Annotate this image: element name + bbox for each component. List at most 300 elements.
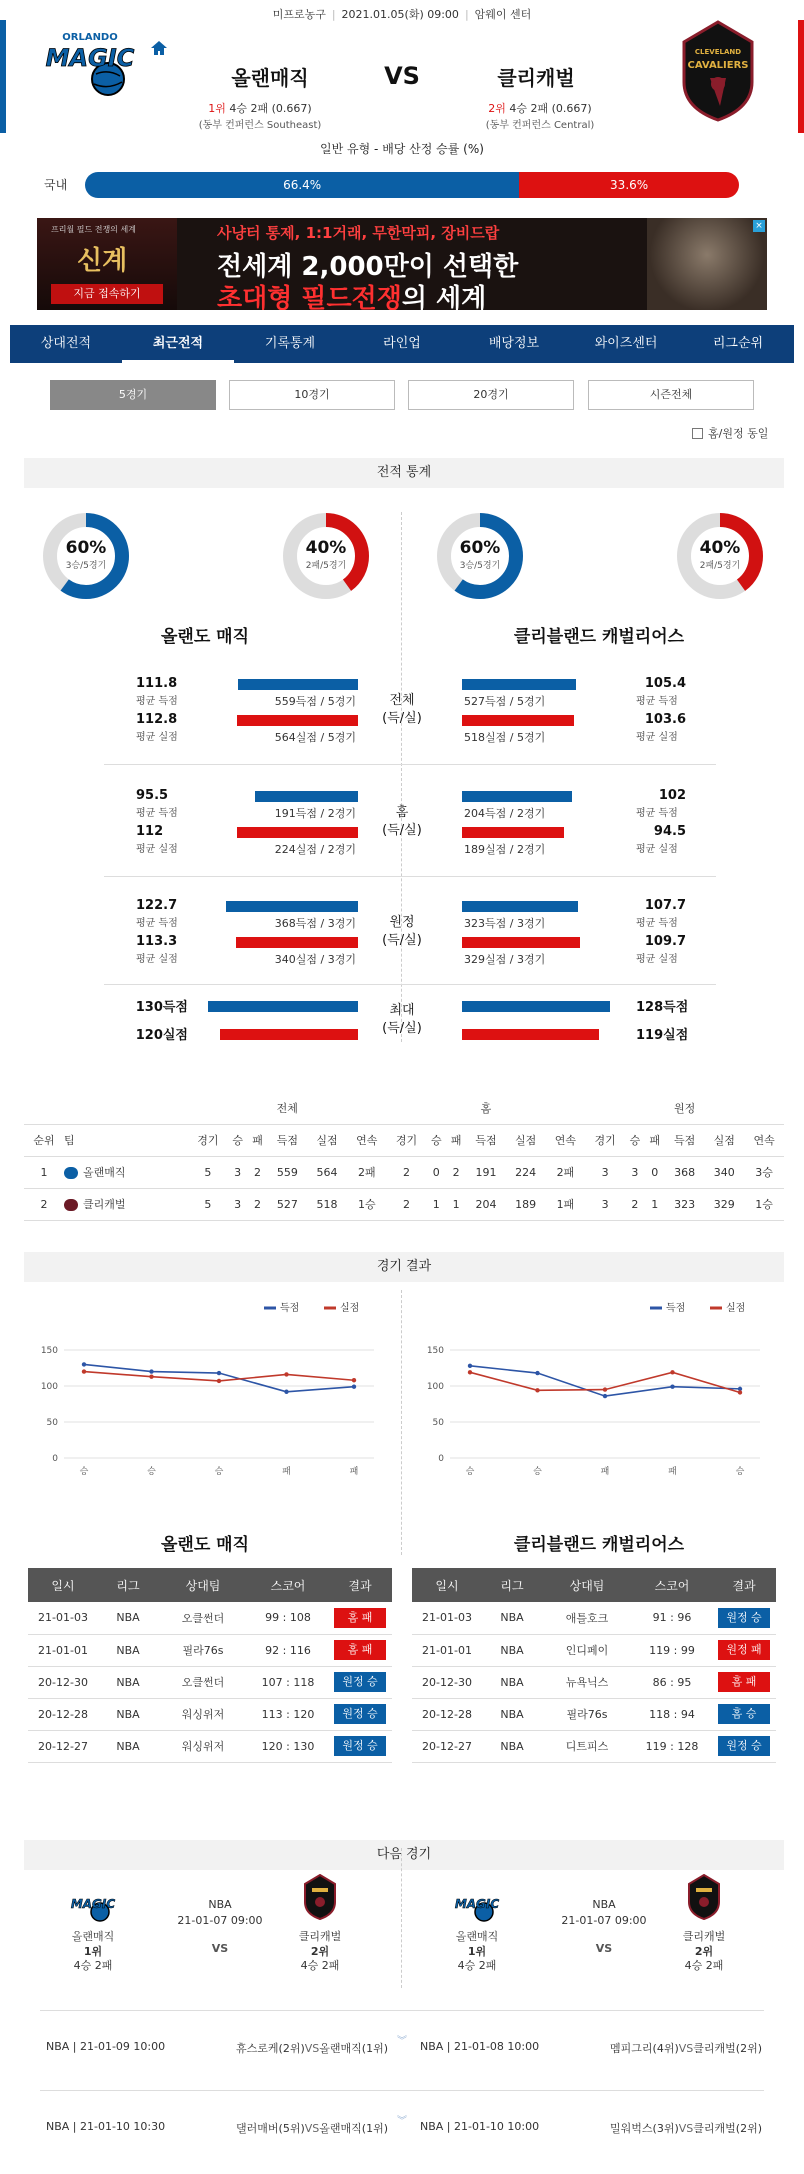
max-label-2: (득/실) — [382, 1021, 422, 1036]
std-blank-2 — [64, 1092, 188, 1124]
group-away-loss-text: 189실점 / 2경기 — [464, 843, 546, 856]
result-score: 120 : 130 — [248, 1730, 328, 1762]
result-opponent[interactable]: 필라76s — [158, 1634, 248, 1666]
svg-text:MAGIC: MAGIC — [70, 1897, 116, 1911]
group-away-loss: 103.6 — [644, 712, 686, 727]
result-opponent[interactable]: 필라76s — [542, 1698, 632, 1730]
chart-ytick: 50 — [46, 1418, 58, 1428]
result-date: 20-12-30 — [28, 1666, 98, 1698]
nav-lineup[interactable]: 라인업 — [383, 336, 421, 351]
result-score: 118 : 94 — [632, 1698, 712, 1730]
group-label-2: (득/실) — [382, 933, 422, 948]
result-badge: 원정 승 — [334, 1672, 386, 1692]
group-label-1: 원정 — [389, 915, 415, 930]
next-row-left-home: 댈러매버(5위) — [236, 2122, 305, 2135]
max-away-loss: 119실점 — [636, 1028, 689, 1043]
nav-odds[interactable]: 배당정보 — [488, 336, 540, 351]
result-score: 86 : 95 — [632, 1666, 712, 1698]
next-home-name[interactable]: 올랜매직 — [71, 1930, 115, 1943]
stats-sep-2 — [104, 876, 716, 877]
results-divider — [401, 1290, 402, 1555]
std-group-all: 전체 — [188, 1092, 387, 1124]
ad-character-image — [647, 218, 767, 310]
home-results-table — [28, 1568, 392, 1763]
cavaliers-logo — [680, 20, 756, 122]
magic-logo — [36, 24, 144, 104]
group-home-loss: 112 — [136, 824, 164, 839]
group-away-score-label: 평균 득점 — [636, 696, 678, 707]
group-home-loss: 112.8 — [136, 712, 178, 727]
magic-logo-small — [450, 1888, 504, 1924]
betting-label: 국내 — [44, 178, 68, 192]
result-score: 119 : 99 — [632, 1634, 712, 1666]
match-info-bar: 미프로농구 | 2021.01.05(화) 09:00 | 암웨이 센터 — [272, 8, 532, 21]
betting-title: 일반 유형 - 배당 산정 승률 (%) — [320, 142, 484, 156]
group-home-score: 122.7 — [136, 898, 178, 913]
group-away-loss-label: 평균 실점 — [636, 844, 678, 855]
result-cell — [712, 1634, 776, 1666]
away-conference: (동부 컨퍼런스 Central) — [485, 120, 595, 131]
std-cell: 3 — [228, 1188, 248, 1220]
max-away-score-bar — [462, 1001, 610, 1012]
nav-recent[interactable]: 최근전적 — [122, 325, 234, 363]
league-label: 미프로농구 — [272, 8, 326, 21]
chart-xtick: 승 — [735, 1467, 745, 1477]
home-record — [160, 100, 360, 116]
stats-section-title: 전적 통계 — [24, 458, 784, 488]
group-away-score-text: 527득점 / 5경기 — [464, 695, 546, 708]
std-col-h: 득점 — [665, 1124, 705, 1156]
max-away-score: 128득점 — [636, 1000, 689, 1015]
result-league: NBA — [98, 1634, 158, 1666]
next-away-rank: 2위 — [694, 1945, 714, 1958]
chart-point — [603, 1394, 607, 1398]
std-col-h: 패 — [645, 1124, 665, 1156]
std-cell: 2패 — [546, 1156, 586, 1188]
tab-20-games[interactable]: 20경기 — [408, 380, 574, 410]
cavaliers-logo-small — [304, 1874, 336, 1920]
nav-head-to-head[interactable]: 상대전적 — [40, 336, 92, 351]
result-badge: 홈 승 — [718, 1704, 770, 1724]
group-away-loss-label: 평균 실점 — [636, 954, 678, 965]
next-home-record: 4승 2패 — [457, 1959, 497, 1972]
result-badge: 원정 승 — [718, 1736, 770, 1756]
home-color-edge — [0, 20, 6, 133]
result-badge: 원정 승 — [334, 1736, 386, 1756]
result-opponent[interactable]: 애틀호크 — [542, 1602, 632, 1634]
ad-cta-button[interactable]: 지금 접속하기 — [51, 284, 163, 304]
group-label-2: (득/실) — [382, 823, 422, 838]
std-cell: 2 — [387, 1156, 427, 1188]
std-rank: 1 — [24, 1156, 64, 1188]
max-label — [372, 1002, 432, 1038]
home-results-chart — [24, 1290, 404, 1510]
next-away-record: 4승 2패 — [684, 1959, 724, 1972]
next-datetime: 21-01-07 09:00 — [561, 1914, 647, 1927]
away-loss-donut-label — [676, 538, 764, 571]
std-cell: 1 — [446, 1188, 466, 1220]
std-col-h: 실점 — [704, 1124, 744, 1156]
group-away-loss: 94.5 — [653, 824, 686, 839]
std-col-h: 득점 — [466, 1124, 506, 1156]
ad-line1: 사냥터 통제, 1:1거래, 무한막피, 장비드랍 — [217, 224, 500, 242]
group-home-score: 111.8 — [136, 676, 178, 691]
result-opponent[interactable]: 워싱위저 — [158, 1698, 248, 1730]
group-home-score-bar — [238, 679, 358, 690]
next-row-right-home: 밀워벅스(3위) — [610, 2122, 679, 2135]
result-date: 21-01-03 — [28, 1602, 98, 1634]
table-row — [412, 1698, 776, 1730]
next-datetime: 21-01-07 09:00 — [177, 1914, 263, 1927]
chart-ytick: 0 — [438, 1454, 444, 1464]
next-league: NBA — [592, 1898, 616, 1911]
cavs-logo-main: CAVALIERS — [687, 60, 749, 71]
result-opponent[interactable]: 오클썬더 — [158, 1602, 248, 1634]
group-home-score-text: 191득점 / 2경기 — [274, 807, 356, 820]
result-date: 20-12-27 — [412, 1730, 482, 1762]
nav-wise-center[interactable]: 와이즈센터 — [594, 336, 658, 351]
chart-point — [149, 1369, 153, 1373]
home-win-donut-label — [42, 538, 130, 571]
result-badge: 홈 패 — [334, 1640, 386, 1660]
next-row-right-vs: VS — [678, 2042, 694, 2055]
home-win-sub: 3승/5경기 — [65, 561, 107, 571]
chart-xtick: 승 — [79, 1467, 89, 1477]
chevron-down-icon[interactable]: ︾ — [397, 2116, 407, 2127]
chart-point — [217, 1371, 221, 1375]
next-away-record: 4승 2패 — [300, 1959, 340, 1972]
ad-close-icon[interactable]: × — [753, 220, 765, 232]
std-col-h: 경기 — [585, 1124, 625, 1156]
group-home-score-text: 559득점 / 5경기 — [274, 695, 356, 708]
next-sep-2 — [40, 2090, 764, 2091]
away-color-edge — [798, 20, 804, 133]
group-away-loss: 109.7 — [644, 934, 686, 949]
group-home-score-bar — [255, 791, 358, 802]
results-home-name: 올랜도 매직 — [160, 1535, 250, 1555]
std-col-h: 실점 — [506, 1124, 546, 1156]
std-cell: 329 — [704, 1188, 744, 1220]
chart-ytick: 0 — [52, 1454, 58, 1464]
chart-point — [468, 1364, 472, 1368]
result-opponent[interactable]: 인디페이 — [542, 1634, 632, 1666]
results-col-h: 상대팀 — [158, 1568, 248, 1602]
next-row-right-away: 클리캐벌(2위) — [693, 2122, 762, 2135]
result-league: NBA — [98, 1730, 158, 1762]
next-league: NBA — [208, 1898, 232, 1911]
std-cell: 191 — [466, 1156, 506, 1188]
group-home-score-bar — [226, 901, 358, 912]
std-cell: 1승 — [347, 1188, 387, 1220]
table-row — [28, 1698, 392, 1730]
results-col-h: 리그 — [98, 1568, 158, 1602]
result-badge: 원정 승 — [718, 1608, 770, 1628]
next-home-record: 4승 2패 — [73, 1959, 113, 1972]
next-vs: VS — [211, 1942, 229, 1955]
std-col-h: 경기 — [188, 1124, 228, 1156]
group-home-score-text: 368득점 / 3경기 — [274, 917, 356, 930]
result-score: 119 : 128 — [632, 1730, 712, 1762]
std-cell: 5 — [188, 1188, 228, 1220]
group-home-loss-label: 평균 실점 — [136, 844, 178, 855]
chart-xtick: 승 — [147, 1467, 156, 1477]
section-nav — [10, 325, 794, 363]
table-row — [28, 1666, 392, 1698]
group-home-loss-text: 564실점 / 5경기 — [274, 731, 356, 744]
group-away-score: 105.4 — [644, 676, 686, 691]
ad-line3-rest: 의 세계 — [401, 284, 487, 310]
next-row-left-info: NBA | 21-01-10 10:30 — [46, 2120, 166, 2133]
next-row-left-match[interactable] — [198, 2040, 388, 2056]
std-col-h: 패 — [248, 1124, 268, 1156]
results-col-h: 상대팀 — [542, 1568, 632, 1602]
group-away-loss-bar — [462, 937, 580, 948]
away-win-pct: 60% — [459, 538, 501, 558]
results-header-row — [412, 1568, 776, 1602]
result-score: 107 : 118 — [248, 1666, 328, 1698]
group-home-score-label: 평균 득점 — [136, 918, 178, 929]
chart-xtick: 승 — [214, 1467, 224, 1477]
home-team-name[interactable]: 올랜매직 — [231, 66, 309, 90]
result-league: NBA — [482, 1698, 542, 1730]
std-cell: 189 — [506, 1188, 546, 1220]
results-section-title: 경기 결과 — [24, 1252, 784, 1282]
stats-away-name: 클리블랜드 캐벌리어스 — [513, 627, 685, 647]
std-cell: 564 — [307, 1156, 347, 1188]
group-away-loss-bar — [462, 715, 574, 726]
max-home-loss: 120실점 — [135, 1028, 188, 1043]
chart-point — [535, 1388, 539, 1392]
result-cell — [328, 1698, 392, 1730]
group-home-loss-label: 평균 실점 — [136, 732, 178, 743]
next-row-right-home: 멤피그리(4위) — [610, 2042, 679, 2055]
tab-season[interactable]: 시즌전체 — [588, 380, 754, 410]
ad-line3-highlight: 초대형 필드전쟁 — [217, 284, 402, 310]
next-away-name[interactable]: 클리캐벌 — [682, 1930, 726, 1943]
next-row-left-away: 올랜매직(1위) — [319, 2122, 388, 2135]
group-label-1: 홈 — [395, 805, 409, 820]
group-home-loss-label: 평균 실점 — [136, 954, 178, 965]
betting-bar — [85, 172, 739, 198]
match-datetime: 2021.01.05(화) 09:00 — [341, 8, 459, 21]
table-row — [28, 1730, 392, 1762]
away-record — [440, 100, 640, 116]
standings-table — [24, 1092, 784, 1221]
cavs-logo-top: CLEVELAND — [694, 48, 742, 56]
betting-away-share: 33.6% — [519, 172, 739, 198]
std-team[interactable] — [64, 1156, 188, 1188]
std-col-h: 승 — [426, 1124, 446, 1156]
next-sep-1 — [40, 2010, 764, 2011]
group-home-score: 95.5 — [136, 788, 169, 803]
stats-sep-3 — [104, 984, 716, 985]
result-league: NBA — [482, 1634, 542, 1666]
results-col-h: 리그 — [482, 1568, 542, 1602]
away-win-sub: 3승/5경기 — [459, 561, 501, 571]
result-league: NBA — [482, 1666, 542, 1698]
max-home-loss-bar — [220, 1029, 358, 1040]
result-badge: 원정 패 — [718, 1640, 770, 1660]
results-away-name: 클리블랜드 캐벌리어스 — [513, 1535, 685, 1555]
next-row-left-vs: VS — [304, 2122, 320, 2135]
next-row-left-vs: VS — [304, 2042, 320, 2055]
next-row-left-away: 올랜매직(1위) — [319, 2042, 388, 2055]
result-date: 21-01-03 — [412, 1602, 482, 1634]
result-score: 113 : 120 — [248, 1698, 328, 1730]
betting-home-share: 66.4% — [85, 172, 519, 198]
chart-point — [603, 1387, 607, 1391]
std-cell: 518 — [307, 1188, 347, 1220]
std-cell: 527 — [267, 1188, 307, 1220]
home-away-label: 홈/원정 동일 — [708, 427, 769, 440]
results-col-h: 스코어 — [632, 1568, 712, 1602]
group-label — [372, 692, 432, 728]
magic-logo-small — [66, 1888, 120, 1924]
table-row — [412, 1602, 776, 1634]
chart-point — [82, 1362, 86, 1366]
group-away-loss-text: 518실점 / 5경기 — [464, 731, 546, 744]
max-away-loss-bar — [462, 1029, 599, 1040]
nav-standings[interactable]: 리그순위 — [712, 336, 764, 351]
chart-legend-label: 득점 — [280, 1303, 300, 1314]
away-results-table — [412, 1568, 776, 1763]
group-away-score-bar — [462, 679, 576, 690]
result-cell — [712, 1602, 776, 1634]
std-cell: 2패 — [347, 1156, 387, 1188]
group-away-score-bar — [462, 791, 572, 802]
result-opponent[interactable]: 워싱위저 — [158, 1730, 248, 1762]
results-col-h: 결과 — [712, 1568, 776, 1602]
std-cell: 2 — [446, 1156, 466, 1188]
std-col-h: 연속 — [744, 1124, 784, 1156]
chart-xtick: 패 — [349, 1467, 359, 1477]
std-cell: 224 — [506, 1156, 546, 1188]
stats-divider — [401, 512, 402, 1042]
std-cell: 3 — [585, 1188, 625, 1220]
away-results-chart — [410, 1290, 790, 1510]
svg-text:MAGIC: MAGIC — [454, 1897, 500, 1911]
chart-point — [149, 1374, 153, 1378]
group-home-loss-bar — [237, 827, 358, 838]
chart-xtick: 승 — [465, 1467, 475, 1477]
away-team-name[interactable]: 클리캐벌 — [497, 66, 575, 90]
stats-home-name: 올랜도 매직 — [160, 627, 250, 647]
home-away-toggle — [692, 425, 768, 441]
result-opponent[interactable]: 디트피스 — [542, 1730, 632, 1762]
home-icon[interactable] — [150, 40, 168, 56]
away-rank: 2위 — [488, 102, 506, 115]
magic-logo-main: MAGIC — [45, 44, 135, 72]
tab-10-games[interactable]: 10경기 — [229, 380, 395, 410]
next-row-right-vs: VS — [678, 2122, 694, 2135]
next-home-name[interactable]: 올랜매직 — [455, 1930, 499, 1943]
next-row-right-match[interactable] — [572, 2120, 762, 2136]
chart-point — [284, 1390, 288, 1394]
away-loss-sub: 2패/5경기 — [699, 561, 741, 571]
home-conference: (동부 컨퍼런스 Southeast) — [198, 120, 322, 131]
std-cell: 323 — [665, 1188, 705, 1220]
std-col-h: 실점 — [307, 1124, 347, 1156]
home-away-checkbox[interactable] — [692, 428, 703, 439]
std-col-h: 연속 — [347, 1124, 387, 1156]
chart-ytick: 50 — [432, 1418, 444, 1428]
result-opponent[interactable]: 오클썬더 — [158, 1666, 248, 1698]
next-row-left-match[interactable] — [198, 2120, 388, 2136]
home-wl: 4승 2패 (0.667) — [229, 102, 312, 115]
std-col-h: 득점 — [267, 1124, 307, 1156]
std-col-h: 승 — [228, 1124, 248, 1156]
home-win-pct: 60% — [65, 538, 107, 558]
std-cell: 2 — [625, 1188, 645, 1220]
std-team[interactable] — [64, 1188, 188, 1220]
chart-point — [468, 1370, 472, 1374]
ad-banner[interactable] — [37, 218, 767, 310]
group-label-2: (득/실) — [382, 711, 422, 726]
group-home-loss: 113.3 — [136, 934, 178, 949]
group-away-score-label: 평균 득점 — [636, 918, 678, 929]
group-home-loss-text: 224실점 / 2경기 — [274, 843, 356, 856]
magic-logo-top: ORLANDO — [62, 32, 118, 43]
std-cell: 0 — [645, 1156, 665, 1188]
group-away-score-label: 평균 득점 — [636, 808, 678, 819]
result-league: NBA — [98, 1602, 158, 1634]
result-date: 20-12-27 — [28, 1730, 98, 1762]
nav-stats[interactable]: 기록통계 — [264, 336, 316, 351]
group-away-loss-bar — [462, 827, 564, 838]
group-home-loss-bar — [236, 937, 358, 948]
std-cell: 1패 — [546, 1188, 586, 1220]
max-label-1: 최대 — [389, 1003, 415, 1018]
result-cell — [328, 1730, 392, 1762]
std-cell: 3승 — [744, 1156, 784, 1188]
chart-point — [217, 1379, 221, 1383]
group-label — [372, 804, 432, 840]
chevron-down-icon[interactable]: ︾ — [397, 2036, 407, 2047]
std-cell: 1승 — [744, 1188, 784, 1220]
results-header-row — [28, 1568, 392, 1602]
next-vs: VS — [595, 1942, 613, 1955]
result-date: 20-12-28 — [412, 1698, 482, 1730]
home-loss-sub: 2패/5경기 — [305, 561, 347, 571]
max-home-score-bar — [208, 1001, 358, 1012]
result-opponent[interactable]: 뉴욕닉스 — [542, 1666, 632, 1698]
group-away-score: 107.7 — [644, 898, 686, 913]
next-row-right-match[interactable] — [572, 2040, 762, 2056]
max-home-score: 130득점 — [135, 1000, 188, 1015]
chart-legend-label: 실점 — [726, 1303, 746, 1314]
result-cell — [328, 1666, 392, 1698]
away-loss-pct: 40% — [699, 538, 741, 558]
next-row-left-home: 휴스로케(2위) — [236, 2042, 305, 2055]
next-row-left-info: NBA | 21-01-09 10:00 — [46, 2040, 166, 2053]
result-league: NBA — [482, 1602, 542, 1634]
chart-ytick: 100 — [40, 1382, 58, 1392]
table-row — [24, 1188, 784, 1220]
results-col-h: 결과 — [328, 1568, 392, 1602]
table-row — [28, 1602, 392, 1634]
next-away-name[interactable]: 클리캐벌 — [298, 1930, 342, 1943]
next-section-title: 다음 경기 — [24, 1840, 784, 1870]
away-win-donut-label — [436, 538, 524, 571]
std-cell: 5 — [188, 1156, 228, 1188]
next-home-rank: 1위 — [83, 1945, 103, 1958]
tab-5-games[interactable]: 5경기 — [50, 380, 216, 410]
result-score: 92 : 116 — [248, 1634, 328, 1666]
std-cell: 2 — [387, 1188, 427, 1220]
std-cell: 368 — [665, 1156, 705, 1188]
chart-ytick: 150 — [40, 1346, 58, 1356]
ad-line3 — [217, 278, 486, 310]
